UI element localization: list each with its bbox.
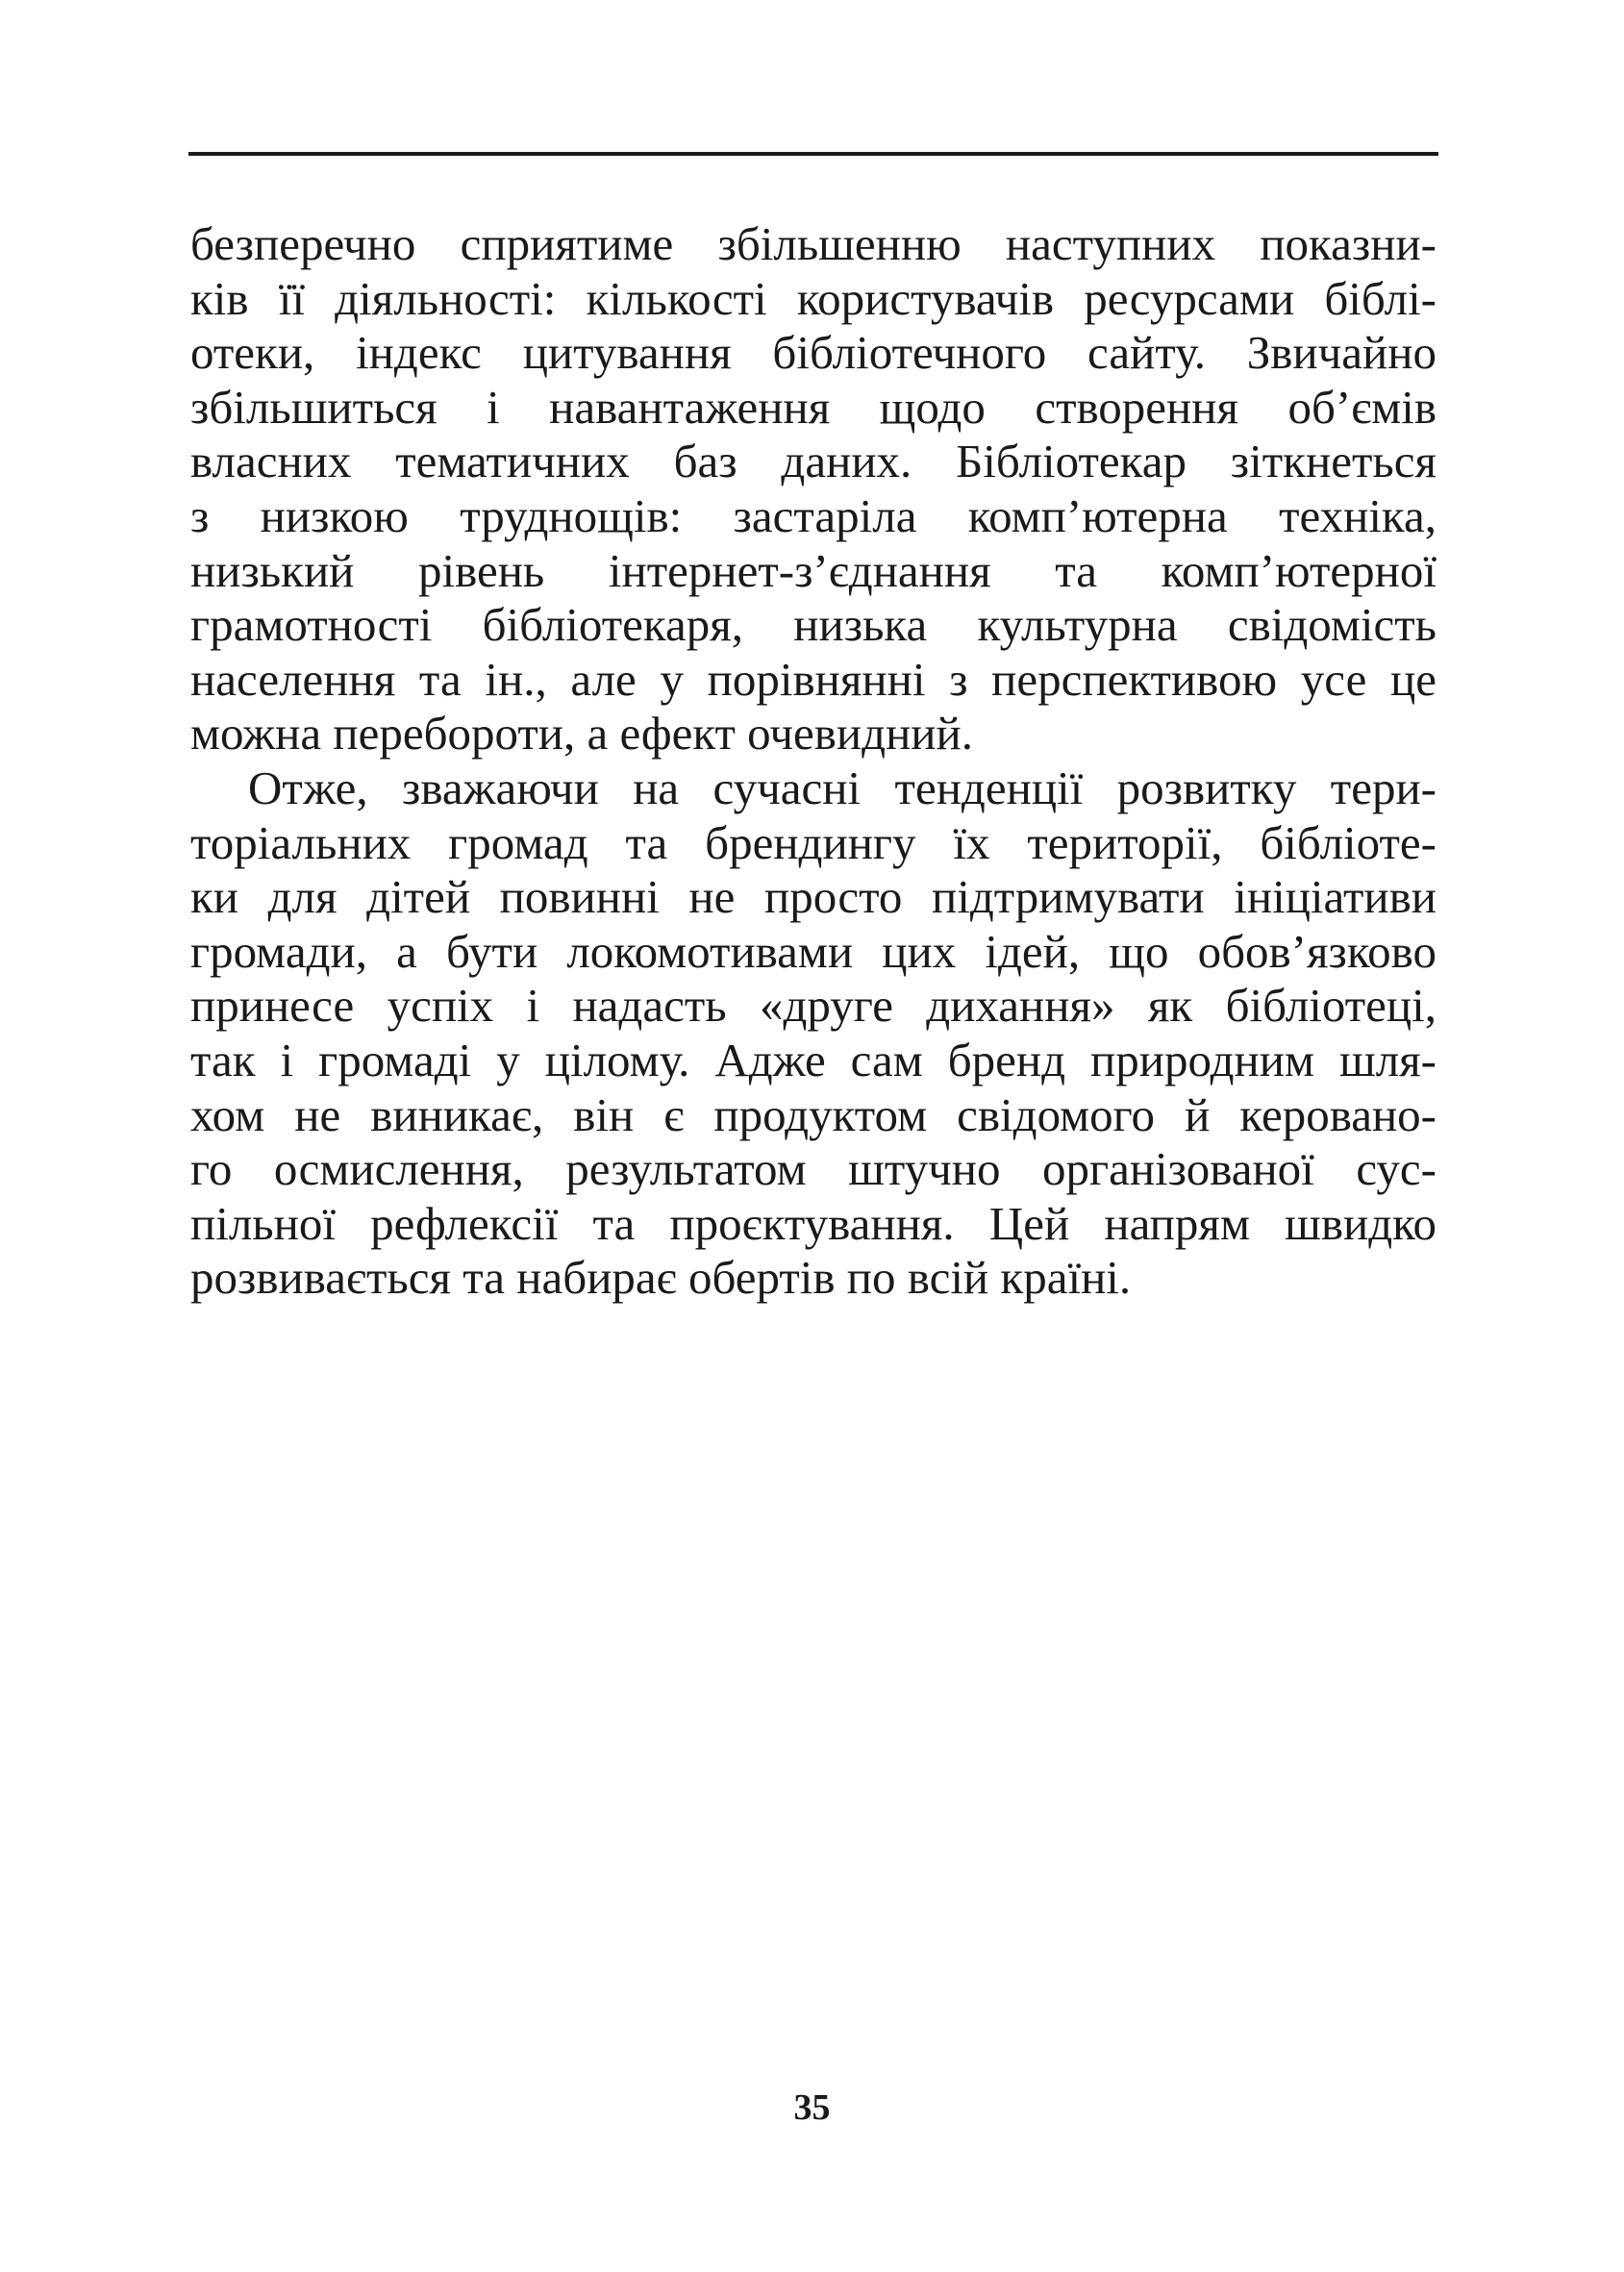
text-line: власних тематичних баз даних. Бібліотекар зіткнеться bbox=[190, 435, 1437, 488]
text-line: хом не виникає, він є продуктом свідомого й керовано- bbox=[190, 1087, 1437, 1141]
text-line: отеки, індекс цитування бібліотечного сайту. Звичайно bbox=[190, 326, 1437, 380]
text-line: розвивається та набирає обертів по всій країні. bbox=[190, 1251, 1132, 1305]
text-line: низький рівень інтернет-з’єднання та комп’ютерної bbox=[190, 543, 1437, 597]
text-line: можна перебороти, а ефект очевидний. bbox=[190, 707, 974, 761]
text-line: безперечно сприятиме збільшенню наступних показни- bbox=[190, 217, 1437, 270]
text-line: го осмислення, результатом штучно організованої сус- bbox=[190, 1142, 1437, 1196]
text-line: принесе успіх і надасть «друге дихання» як бібліотеці, bbox=[190, 979, 1437, 1033]
text-line: пільної рефлексії та проєктування. Цей напрям швидко bbox=[190, 1196, 1437, 1250]
text-line: грамотності бібліотекаря, низька культурна свідомість bbox=[190, 598, 1437, 652]
text-line: громади, а бути локомотивами цих ідей, що обов’язково bbox=[190, 924, 1437, 978]
text-line: населення та ін., але у порівнянні з перспективою усе це bbox=[190, 652, 1437, 706]
text-line: торіальних громад та брендингу їх території, бібліоте- bbox=[190, 815, 1437, 869]
text-line: з низкою труднощів: застаріла комп’ютерна техніка, bbox=[190, 488, 1437, 542]
paragraph-1 bbox=[190, 217, 1437, 761]
paragraph-2 bbox=[190, 761, 1437, 1306]
header-rule bbox=[188, 152, 1438, 156]
text-line: ків її діяльності: кількості користувачів ресурсами біблі- bbox=[190, 271, 1437, 325]
text-line: збільшиться і навантаження щодо створення об’ємів bbox=[190, 380, 1437, 434]
text-line: так і громаді у цілому. Адже сам бренд природним шля- bbox=[190, 1033, 1437, 1086]
page-number: 35 bbox=[793, 2087, 831, 2128]
body-text bbox=[190, 217, 1437, 1306]
text-line: Отже, зважаючи на сучасні тенденції розвитку тери- bbox=[248, 761, 1437, 814]
text-line: ки для дітей повинні не просто підтримувати ініціативи bbox=[190, 870, 1437, 924]
